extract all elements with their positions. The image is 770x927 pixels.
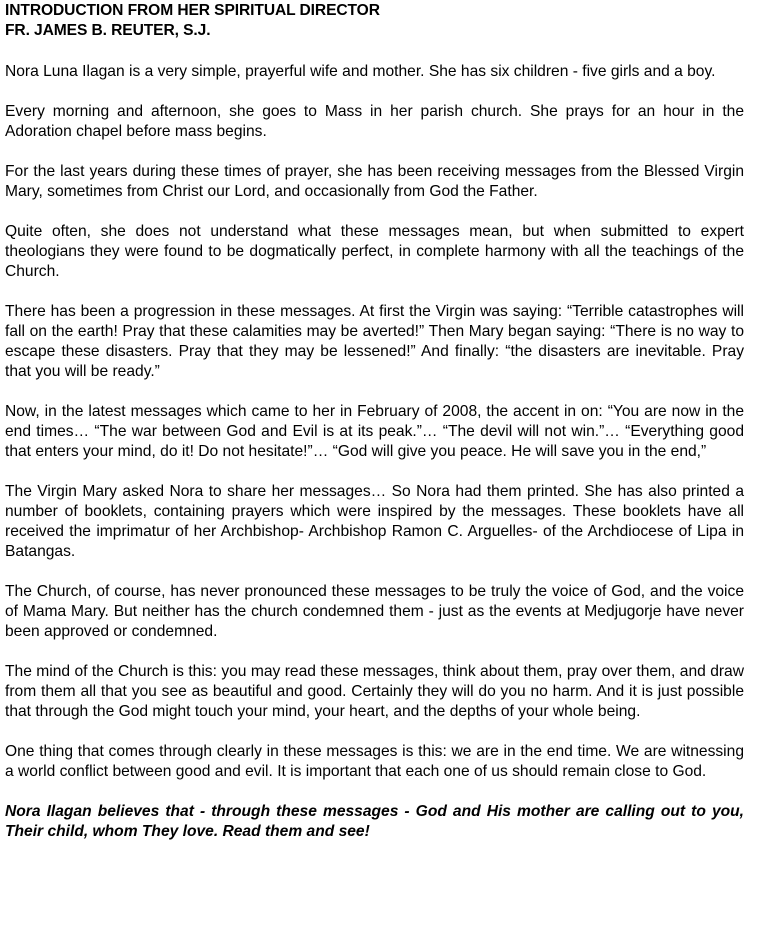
paragraph-4: Quite often, she does not understand what these messages mean, but when submitted to expert theologians they were found to be dogmatically perfect, in complete harmony with all the teachings of the Church. xyxy=(5,223,744,280)
paragraph-6: Now, in the latest messages which came to her in February of 2008, the accent in on: “You are now in the end times… “The war between God and Evil is at its peak.”… “The devil will not win.”… “Everything good that enters your mind, do it! Do not hesitate!”… “God will give you peace. He will save you in the end,” xyxy=(5,403,744,460)
heading-author: FR. JAMES B. REUTER, S.J. xyxy=(5,22,211,39)
paragraph-1: Nora Luna Ilagan is a very simple, prayerful wife and mother. She has six children - five girls and a boy. xyxy=(5,63,716,80)
closing-paragraph: Nora Ilagan believes that - through these messages - God and His mother are calling out to you, Their child, whom They love. Read them and see! xyxy=(5,803,744,840)
document-page xyxy=(5,0,744,842)
paragraph-7: The Virgin Mary asked Nora to share her messages… So Nora had them printed. She has also printed a number of booklets, containing prayers which were inspired by the messages. These booklets have all received the imprimatur of her Archbishop- Archbishop Ramon C. Arguelles- of the Archdiocese of Lipa in Batangas. xyxy=(5,483,744,560)
document-heading xyxy=(5,1,744,41)
paragraph-3: For the last years during these times of prayer, she has been receiving messages from the Blessed Virgin Mary, sometimes from Christ our Lord, and occasionally from God the Father. xyxy=(5,163,744,200)
paragraph-10: One thing that comes through clearly in these messages is this: we are in the end time. We are witnessing a world conflict between good and evil. It is important that each one of us should remain close to God. xyxy=(5,743,744,780)
heading-title: INTRODUCTION FROM HER SPIRITUAL DIRECTOR xyxy=(5,2,380,19)
paragraph-9: The mind of the Church is this: you may read these messages, think about them, pray over them, and draw from them all that you see as beautiful and good. Certainly they will do you no harm. And it is just possible that through the God might touch your mind, your heart, and the depths of your whole being. xyxy=(5,663,744,720)
paragraph-2: Every morning and afternoon, she goes to Mass in her parish church. She prays for an hour in the Adoration chapel before mass begins. xyxy=(5,103,744,140)
paragraph-5: There has been a progression in these messages. At first the Virgin was saying: “Terrible catastrophes will fall on the earth! Pray that these calamities may be averted!” Then Mary began saying: “There is no way to escape these disasters. Pray that they may be lessened!” And finally: “the disasters are inevitable. Pray that you will be ready.” xyxy=(5,303,744,380)
paragraph-8: The Church, of course, has never pronounced these messages to be truly the voice of God, and the voice of Mama Mary. But neither has the church condemned them - just as the events at Medjugorje have never been approved or condemned. xyxy=(5,583,744,640)
